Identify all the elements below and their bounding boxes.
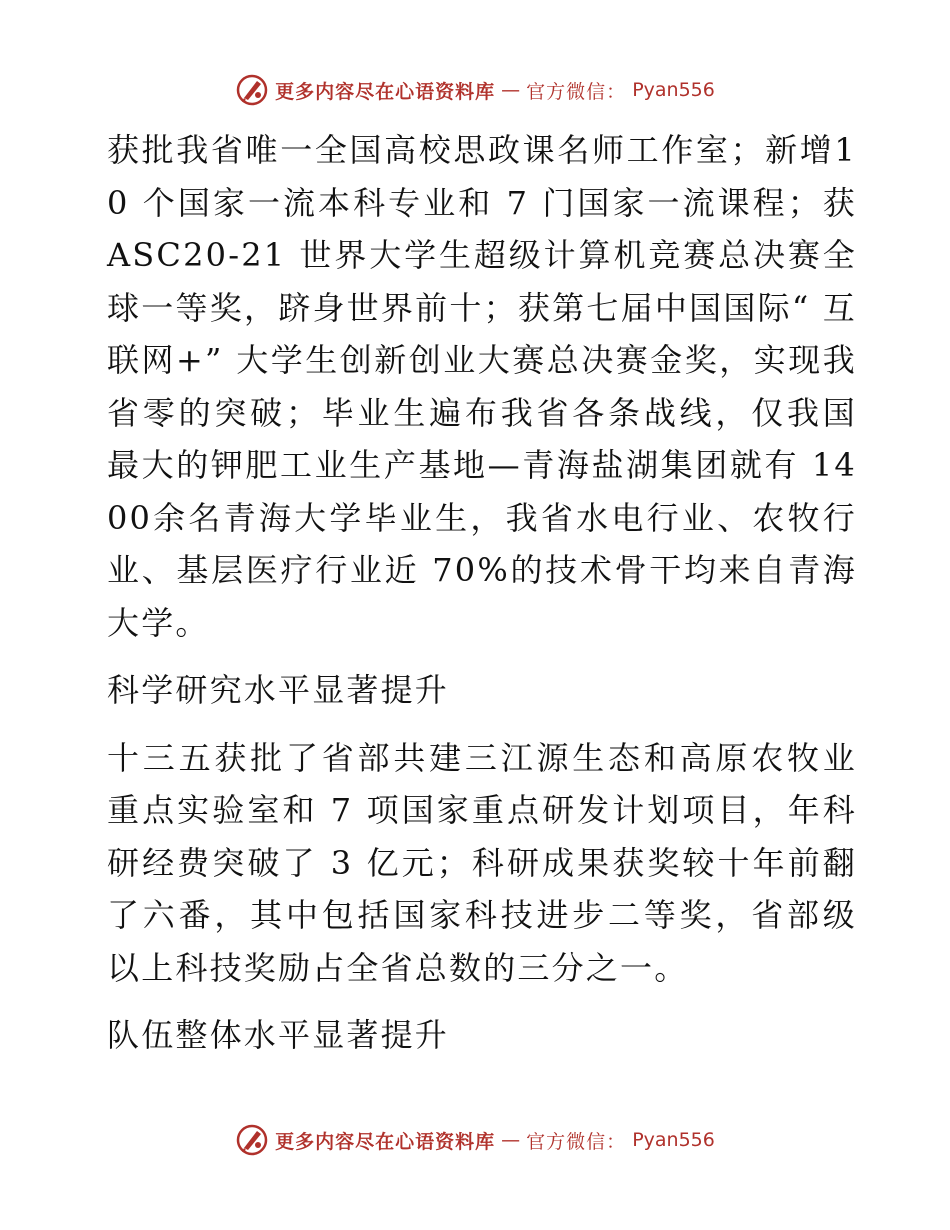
watermark-wechat-id: Pyan556	[632, 79, 715, 101]
section-heading-faculty: 队伍整体水平显著提升	[107, 1016, 450, 1054]
header-watermark	[0, 70, 950, 110]
watermark-channel: 官方微信：	[526, 80, 627, 103]
watermark-wechat-id: Pyan556	[632, 1129, 715, 1151]
watermark-brand: 更多内容尽在心语资料库	[275, 1130, 496, 1153]
quill-pen-logo-icon	[235, 1123, 269, 1157]
watermark-separator: —	[501, 79, 521, 101]
footer-watermark	[0, 1120, 950, 1160]
watermark-channel: 官方微信：	[526, 1130, 627, 1153]
quill-pen-logo-icon	[235, 73, 269, 107]
watermark-brand: 更多内容尽在心语资料库	[275, 80, 496, 103]
section-heading-research: 科学研究水平显著提升	[107, 671, 450, 709]
watermark-separator: —	[501, 1129, 521, 1151]
paragraph-achievements: 获批我省唯一全国高校思政课名师工作室；新增10 个国家一流本科专业和 7 门国家一流课程；获ASC20-21 世界大学生超级计算机竞赛总决赛全球一等奖，跻身世界前十；获第七届中国国际“ 互联网+” 大学生创新创业大赛总决赛金奖，实现我省零的突破；毕业生遍布我省各条战线，仅我国最大的钾肥工业生产基地—青海盐湖集团就有 1400余名青海大学毕业生，我省水电行业、农牧行业、基层医疗行业近 70%的技术骨干均来自青海大学。	[107, 131, 857, 642]
document-body	[97, 124, 857, 1077]
paragraph-research: 十三五获批了省部共建三江源生态和高原农牧业重点实验室和 7 项国家重点研发计划项目，年科研经费突破了 3 亿元；科研成果获奖较十年前翻了六番，其中包括国家科技进步二等奖，省部级以上科技奖励占全省总数的三分之一。	[107, 738, 857, 987]
